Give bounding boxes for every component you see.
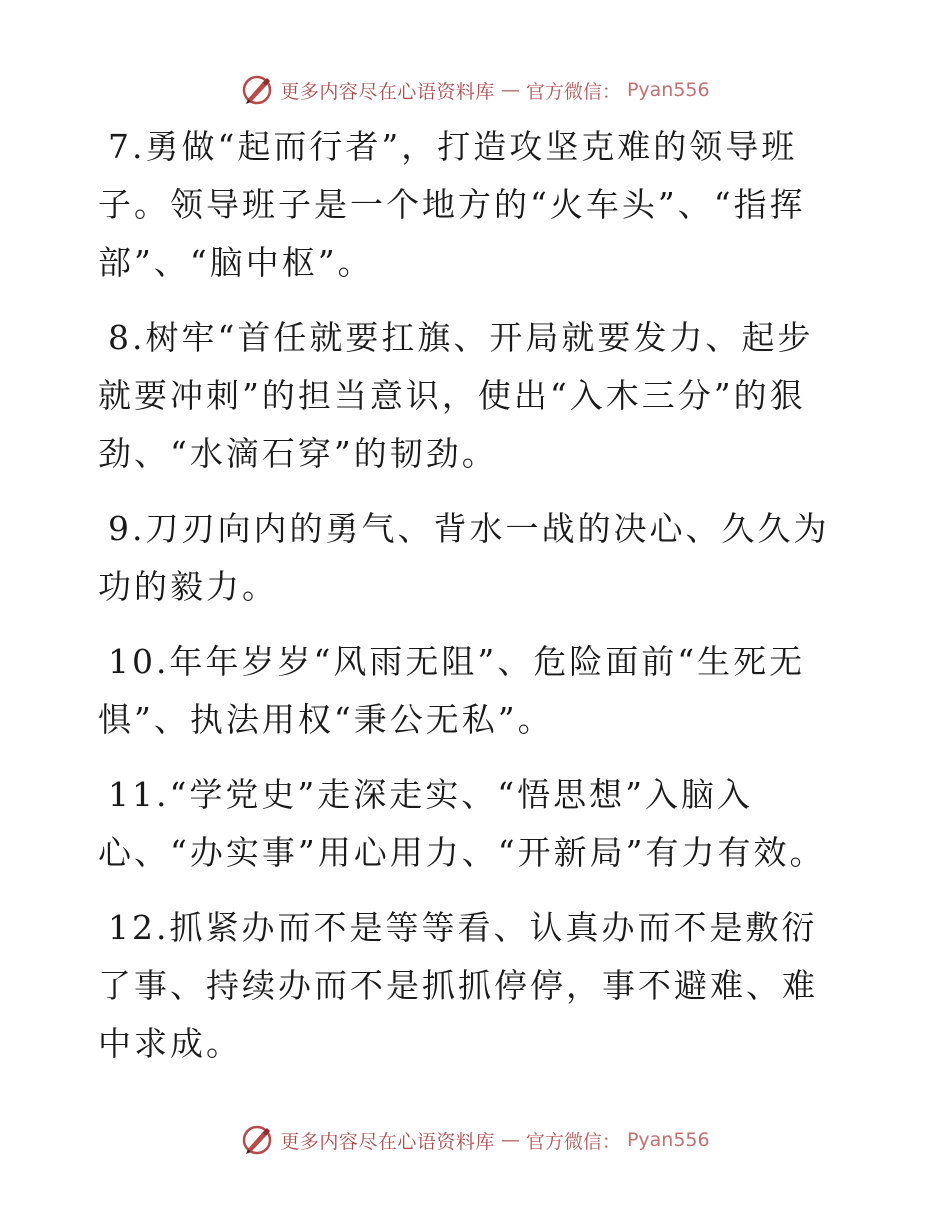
- paragraph-9: [98, 500, 838, 616]
- paragraph-10: [98, 633, 838, 749]
- wechat-id: Pyan556: [626, 79, 710, 101]
- footer-watermark-banner: [0, 1120, 950, 1160]
- paragraph-text: 刀刃向内的勇气、背水一战的决心、久久为功的毅力。: [98, 509, 830, 606]
- banner-separator: —: [500, 79, 520, 101]
- paragraph-number: 10.: [108, 642, 170, 681]
- paragraph-text: 抓紧办而不是等等看、认真办而不是敷衍了事、持续办而不是抓抓停停，事不避难、难中求成。: [98, 908, 818, 1063]
- paragraph-number: 8.: [108, 318, 146, 357]
- pen-logo-icon: [240, 1123, 274, 1157]
- wechat-label: 官方微信：: [525, 80, 621, 103]
- paragraph-number: 11.: [108, 775, 170, 814]
- site-name-text: 更多内容尽在心语资料库: [280, 80, 495, 103]
- paragraph-12: [98, 899, 838, 1073]
- document-body: [98, 118, 838, 1090]
- paragraph-11: [98, 766, 838, 882]
- wechat-id: Pyan556: [626, 1129, 710, 1151]
- paragraph-number: 9.: [108, 509, 146, 548]
- paragraph-7: [98, 118, 838, 292]
- paragraph-number: 7.: [108, 127, 146, 166]
- site-name-text: 更多内容尽在心语资料库: [280, 1130, 495, 1153]
- pen-logo-icon: [240, 73, 274, 107]
- banner-separator: —: [500, 1129, 520, 1151]
- paragraph-text: 树牢“首任就要扛旗、开局就要发力、起步就要冲刺”的担当意识，使出“入木三分”的狠劲、“水滴石穿”的韧劲。: [98, 318, 814, 473]
- paragraph-8: [98, 309, 838, 483]
- paragraph-text: “学党史”走深走实、“悟思想”入脑入心、“办实事”用心用力、“开新局”有力有效。: [98, 775, 826, 872]
- header-watermark-banner: [0, 70, 950, 110]
- paragraph-text: 年年岁岁“风雨无阻”、危险面前“生死无惧”、执法用权“秉公无私”。: [98, 642, 806, 739]
- paragraph-number: 12.: [108, 908, 170, 947]
- wechat-label: 官方微信：: [525, 1130, 621, 1153]
- paragraph-text: 勇做“起而行者”，打造攻坚克难的领导班子。领导班子是一个地方的“火车头”、“指挥部”、“脑中枢”。: [98, 127, 806, 282]
